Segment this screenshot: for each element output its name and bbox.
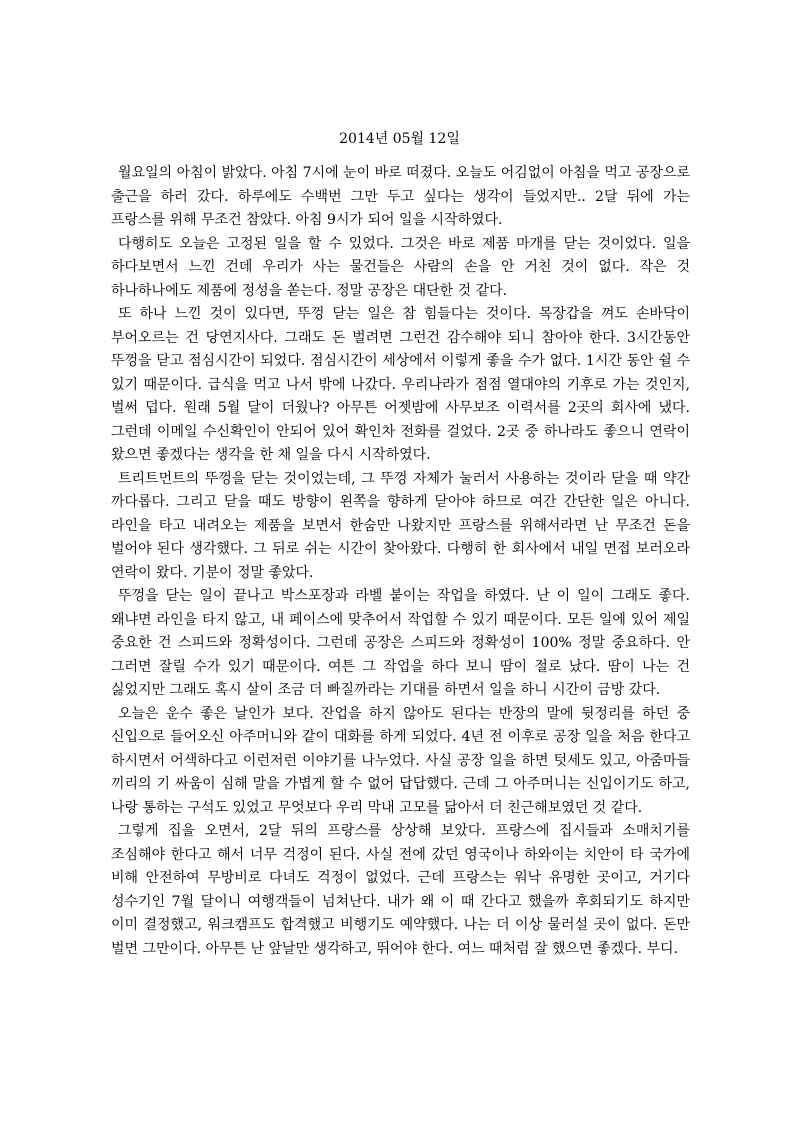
document-body xyxy=(111,162,690,961)
paragraph: 뚜껑을 닫는 일이 끝나고 박스포장과 라벨 붙이는 작업을 하였다. 난 이 일이 그래도 좋다. 왜냐면 라인을 타지 않고, 내 페이스에 맞추어서 작업할 수 있기 때문이다. 모든 일에 있어 제일 중요한 건 스피드와 정확성이다. 그런데 공장은 스피드와 정확성이 100% 정말 중요하다. 안 그러면 잘릴 수가 있기 때문이다. 여튼 그 작업을 하다 보니 땀이 절로 났다. 땀이 나는 건 싫었지만 그래도 혹시 살이 조금 더 빠질까라는 기대를 하면서 일을 하니 시간이 금방 갔다. xyxy=(111,588,690,698)
paragraph: 트리트먼트의 뚜껑을 닫는 것이었는데, 그 뚜껑 자체가 눌러서 사용하는 것이라 닫을 때 약간 까다롭다. 그리고 닫을 때도 방향이 왼쪽을 향하게 닫아야 하므로 여간 간단한 일은 아니다. 라인을 타고 내려오는 제품을 보면서 한숨만 나왔지만 프랑스를 위해서라면 난 무조건 돈을 벌어야 된다 생각했다. 그 뒤로 쉬는 시간이 찾아왔다. 다행히 한 회사에서 내일 면접 보러오라 연락이 왔다. 기분이 정말 좋았다. xyxy=(111,470,690,581)
paragraph: 그렇게 집을 오면서, 2달 뒤의 프랑스를 상상해 보았다. 프랑스에 집시들과 소매치기를 조심해야 한다고 해서 너무 걱정이 된다. 사실 전에 갔던 영국이나 하와이는 치안이 타 국가에 비해 안전하여 무방비로 다녀도 걱정이 없었다. 근데 프랑스는 워낙 유명한 곳이고, 거기다 성수기인 7월 달이니 여행객들이 넘쳐난다. 내가 왜 이 때 간다고 했을까 후회되기도 하지만 이미 결정했고, 워크캠프도 합격했고 비행기도 예약했다. 나는 더 이상 물러설 곳이 없다. 돈만 벌면 그만이다. 아무튼 난 앞날만 생각하고, 뛰어야 한다. 여느 때처럼 잘 했으면 좋겠다. 부디. xyxy=(111,823,690,957)
paragraph: 또 하나 느낀 것이 있다면, 뚜껑 닫는 일은 참 힘들다는 것이다. 목장갑을 껴도 손바닥이 부어오르는 건 당연지사다. 그래도 돈 벌려면 그런건 감수해야 되니 참아야 한다. 3시간동안 뚜껑을 닫고 점심시간이 되었다. 점심시간이 세상에서 이렇게 좋을 수가 없다. 1시간 동안 쉴 수 있기 때문이다. 급식을 먹고 나서 밖에 나갔다. 우리나라가 점점 열대야의 기후로 가는 것인지, 벌써 덥다. 원래 5월 달이 더웠나? 아무튼 어젯밤에 사무보조 이력서를 2곳의 회사에 냈다. 그런데 이메일 수신확인이 안되어 있어 확인차 전화를 걸었다. 2곳 중 하나라도 좋으니 연락이 왔으면 좋겠다는 생각을 한 채 일을 다시 시작하였다. xyxy=(111,306,690,463)
paragraph: 다행히도 오늘은 고정된 일을 할 수 있었다. 그것은 바로 제품 마개를 닫는 것이었다. 일을 하다보면서 느낀 건데 우리가 사는 물건들은 사람의 손을 안 거친 것이 없다. 작은 것 하나하나에도 제품에 정성을 쏟는다. 정말 공장은 대단한 것 같다. xyxy=(111,235,690,299)
paragraph: 오늘은 운수 좋은 날인가 보다. 잔업을 하지 않아도 된다는 반장의 말에 뒷정리를 하던 중 신입으로 들어오신 아주머니와 같이 대화를 하게 되었다. 4년 전 이후로 공장 일을 처음 한다고 하시면서 어색하다고 이런저런 이야기를 나누었다. 사실 공장 일을 하면 텃세도 있고, 아줌마들 끼리의 기 싸움이 심해 말을 가볍게 할 수 없어 답답했다. 근데 그 아주머니는 신입이기도 하고, 나랑 통하는 구석도 있었고 무엇보다 우리 막내 고모를 닮아서 더 친근해보였던 것 같다. xyxy=(111,705,690,816)
paragraph: 월요일의 아침이 밝았다. 아침 7시에 눈이 바로 떠졌다. 오늘도 어김없이 아침을 먹고 공장으로 출근을 하러 갔다. 하루에도 수백번 그만 두고 싶다는 생각이 들었지만.. 2달 뒤에 가는 프랑스를 위해 무조건 참았다. 아침 9시가 되어 일을 시작하였다. xyxy=(111,165,690,228)
document-title: 2014년 05월 12일 xyxy=(339,131,460,147)
